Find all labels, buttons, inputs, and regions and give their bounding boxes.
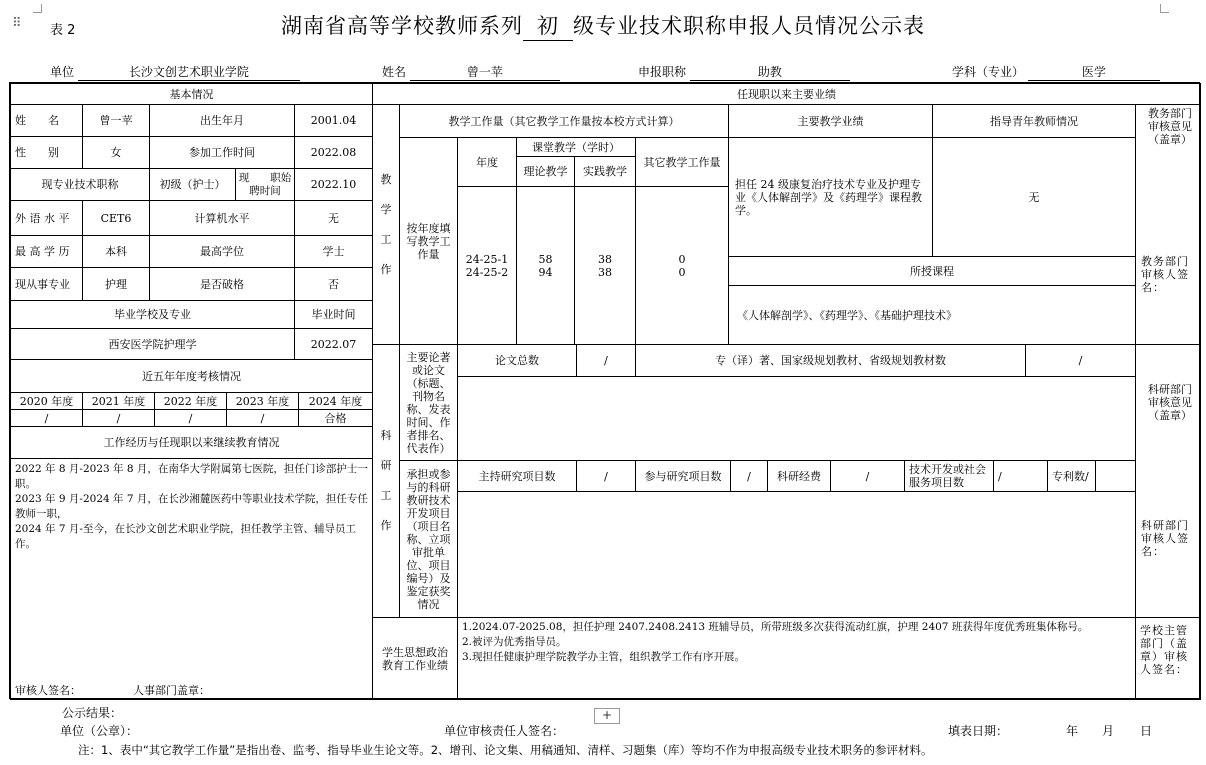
assessment-year: 2020 年度 <box>10 392 83 410</box>
name-value: 曾一苹 <box>82 104 150 137</box>
history-content <box>10 458 373 700</box>
name-field: 姓名 曾一苹 <box>382 63 560 81</box>
ideology-line: 2.被评为优秀指导员。 <box>462 636 567 648</box>
projects-content <box>457 491 1136 618</box>
assessment-year: 2023 年度 <box>226 392 299 410</box>
history-line: 2023 年 9 月-2024 年 7 月，在长沙湘麓医药中等职业技术学院，担任专任教师一职， <box>15 493 368 520</box>
date-month: 月 <box>1102 724 1115 738</box>
hr-seal: 人事部门盖章： <box>133 684 210 697</box>
assessment-result: / <box>154 409 227 427</box>
drag-handle-icon[interactable]: ⠿ <box>12 16 22 31</box>
main-perf-content: 担任 24 级康复治疗技术专业及护理专业《人体解剖学》及《药理学》课程教学。 <box>728 137 933 257</box>
host-project-value: / <box>576 460 636 492</box>
assessment-year: 2022 年度 <box>154 392 227 410</box>
assessment-result: / <box>82 409 155 427</box>
papers-content <box>457 376 1136 461</box>
patent-label: 专利数/ <box>1047 460 1096 492</box>
date-year: 年 <box>1066 724 1079 738</box>
exception-value: 否 <box>294 267 373 301</box>
paper-total-label: 论文总数 <box>457 344 577 377</box>
school-dept-signature: 学校主管部门（盖章）审核人签名： <box>1135 617 1201 700</box>
join-project-value: / <box>730 460 768 492</box>
unit-seal: 单位（公章）： <box>60 724 139 738</box>
language-value: CET6 <box>82 200 150 236</box>
practice-cell: 38 38 <box>574 186 636 345</box>
ideology-line: 1.2024.07-2025.08，担任护理 2407.2408.2413 班辅导员，所带班级多次获得流动红旗，护理 2407 班获得年度优秀班集体称号。 <box>462 621 1089 633</box>
year-cell: 24-25-1 24-25-2 <box>457 186 517 345</box>
major-value: 护理 <box>82 267 150 301</box>
edu-dept-signature: 教务部门审核人签名： <box>1141 255 1189 294</box>
computer-label: 计算机水平 <box>149 200 295 236</box>
paper-total-value: / <box>576 344 636 377</box>
guide-content: 无 <box>932 137 1136 257</box>
sci-dept-opinion: 科研部门审核意见（盖章） <box>1148 383 1192 422</box>
education-value: 本科 <box>82 235 150 268</box>
current-title-value: 初级（护士） <box>149 168 236 201</box>
current-title-label: 现专业技术职称 <box>10 168 150 201</box>
assessment-title: 近五年年度考核情况 <box>10 359 373 393</box>
footnote: 注：1、表中“其它教学工作量”是指出卷、监考、指导毕业生论文等。2、增刊、论文集、用稿通知、清样、习题集（库）等均不作为申报高级专业技术职务的参评材料。 <box>78 743 933 757</box>
ideology-content <box>457 617 1136 700</box>
practice-header: 实践教学 <box>574 156 636 187</box>
assessment-result: / <box>10 409 83 427</box>
other-workload-header: 其它教学工作量 <box>635 137 729 187</box>
birth-value: 2001.04 <box>294 104 373 137</box>
theory-cell: 58 94 <box>516 186 575 345</box>
education-label: 最 高 学 历 <box>10 235 83 268</box>
history-line: 2022 年 8 月-2023 年 8 月，在南华大学附属第七医院，担任门诊部护士一职。 <box>15 463 368 490</box>
hire-date-label: 现 职始聘时间 <box>235 168 295 201</box>
main-table <box>9 82 1200 699</box>
performance-section-title: 任现职以来主要业绩 <box>372 83 1201 105</box>
publicity-result: 公示结果： <box>62 706 123 720</box>
papers-label: 主要论著或论文（标题、刊物名称、发表时间、作者排名、代表作） <box>399 344 458 461</box>
applied-title-field: 申报职称 助教 <box>638 63 850 81</box>
gender-label: 性 别 <box>10 136 83 169</box>
work-start-label: 参加工作时间 <box>149 136 295 169</box>
patent-value <box>1095 460 1136 492</box>
hire-date-value: 2022.10 <box>294 168 373 201</box>
course-title: 所授课程 <box>728 256 1136 286</box>
textbook-value: / <box>1025 344 1136 377</box>
tech-project-label: 技术开发或社会服务项目数 <box>904 460 994 492</box>
language-label: 外 语 水 平 <box>10 200 83 236</box>
work-start-value: 2022.08 <box>294 136 373 169</box>
grad-date-value: 2022.07 <box>294 328 373 360</box>
fund-value: / <box>830 460 905 492</box>
history-title: 工作经历与任现职以来继续教育情况 <box>10 426 373 459</box>
research-side-label: 科研工作 <box>372 344 400 618</box>
host-project-label: 主持研究项目数 <box>457 460 577 492</box>
year-column-header: 年度 <box>457 137 517 187</box>
add-row-button[interactable]: + <box>594 708 620 724</box>
theory-header: 理论教学 <box>516 156 575 187</box>
main-perf-title: 主要教学业绩 <box>728 104 933 138</box>
teaching-side-label: 教学工作 <box>372 104 400 345</box>
fund-label: 科研经费 <box>767 460 831 492</box>
computer-value: 无 <box>294 200 373 236</box>
subject-field: 学科（专业） 医学 <box>952 63 1160 81</box>
leader-signature: 单位审核责任人签名： <box>444 724 565 738</box>
assessment-result: / <box>226 409 299 427</box>
gender-value: 女 <box>82 136 150 169</box>
join-project-label: 参与研究项目数 <box>635 460 731 492</box>
tech-project-value: / <box>993 460 1048 492</box>
table-number: 表 2 <box>50 23 76 38</box>
workload-title: 教学工作量（其它教学工作量按本校方式计算） <box>399 104 729 138</box>
name-label: 姓 名 <box>10 104 83 137</box>
assessment-result: 合格 <box>298 409 373 427</box>
major-label: 现从事专业 <box>10 267 83 301</box>
exception-label: 是否破格 <box>149 267 295 301</box>
date-label: 填表日期： <box>948 724 1009 738</box>
by-year-label: 按年度填写教学工作量 <box>399 137 458 345</box>
sci-dept-signature: 科研部门审核人签名： <box>1141 519 1189 558</box>
other-workload-cell: 0 0 <box>635 186 729 345</box>
assessment-year: 2021 年度 <box>82 392 155 410</box>
history-line: 2024 年 7 月-至今，在长沙文创艺术职业学院，担任教学主管、辅导员工作。 <box>15 523 356 550</box>
course-content: 《人体解剖学》、《药理学》、《基础护理技术》 <box>728 285 1136 345</box>
degree-label: 最高学位 <box>149 235 295 268</box>
class-teaching-header: 课堂教学（学时） <box>516 137 636 157</box>
date-day: 日 <box>1140 724 1153 738</box>
school-value: 西安医学院护理学 <box>10 328 295 360</box>
projects-label: 承担或参与的科研教研技术开发项目（项目名称、立项审批单位、项目编号）及鉴定获奖情况 <box>399 460 458 618</box>
ideology-label: 学生思想政治教育工作业绩 <box>372 617 458 700</box>
unit-field: 单位 长沙文创艺术职业学院 <box>50 63 300 81</box>
degree-value: 学士 <box>294 235 373 268</box>
assessment-year: 2024 年度 <box>298 392 373 410</box>
ideology-line: 3.现担任健康护理学院教学办主管，组织教学工作有序开展。 <box>462 651 746 663</box>
guide-title: 指导青年教师情况 <box>932 104 1136 138</box>
textbook-label: 专（译）著、国家级规划教材、省级规划教材数 <box>635 344 1026 377</box>
birth-label: 出生年月 <box>149 104 295 137</box>
school-label: 毕业学校及专业 <box>10 300 295 329</box>
grad-date-label: 毕业时间 <box>294 300 373 329</box>
edu-dept-opinion: 教务部门审核意见（盖章） <box>1148 107 1192 146</box>
reviewer-signature: 审核人签名： <box>15 684 81 697</box>
basic-section-title: 基本情况 <box>10 83 373 105</box>
page-title: 湖南省高等学校教师系列 初 级专业技术职称申报人员情况公示表 <box>0 10 1206 41</box>
